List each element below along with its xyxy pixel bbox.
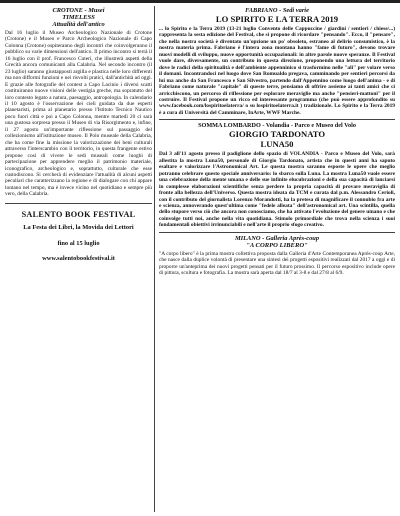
column-divider xyxy=(154,6,155,512)
festival-tagline: La Festa dei Libri, la Movida dei Lettori xyxy=(23,223,134,231)
crotone-header xyxy=(5,7,152,28)
festival-title: SALENTO BOOK FESTIVAL xyxy=(21,209,136,219)
section-label: CROTONE - Musei xyxy=(52,7,105,14)
article-title: "A CORPO LIBERO" xyxy=(246,241,308,249)
article-title: LO SPIRITO E LA TERRA 2019 xyxy=(215,14,339,24)
section-label: FABRIANO - Sedi varie xyxy=(245,7,309,14)
section-divider xyxy=(159,232,395,233)
section-divider xyxy=(159,119,395,120)
fabriano-article-body: ... lo Spirito e la Terra 2019 (13-21 luglio Convento delle Cappuccine / giardini / sentieri / chiese/...) rappresenta la sesta edizione del Festival, che si propone di ricordare "pensando". Ecco, il "pensare", che nella nostra società è diventato un'opzione un po' obsoleto, estraneo al delirio consumistico, è la nostra materia prima. Fabriano è l'intera zona montana hanno "fame di futuro", devono trovare nuovi modelli di sviluppo, nuove opportunità occupazionali: in altre parole nuove speranze. Il Festival vuole dare, diversamente, un contributo in questa direzione, proponendo una lettura del territorio dove le radici della spiritualità e dell'ambiente appenninico si trasformino nelle "ali" per volare verso il domani. Incontrandoci nel luogo dove San Romualdo pregava, camminando per sentieri percorsi da lui ma anche da San Francesco e San Silvestro, partendo dall'Appennino come luogo dell'anima - e di Fabriano come naturale "capitale" di queste terre, pensiamo di offrire assieme ai tanti amici che ci arricchiscono, un percorso di riflessione per esplorare meraviglie ma anche "pensieri-mattoni" per il costruire. Il Festival propone un ricco ed interessante programma (che può essere approfondito su www.facebook.com/lospiritoelaterra/ o su lospiritoelaterra.it ) tradizionale. Lo Spirito e la Terra 2019 è a cura di Università del Camminare, InArte, WWF Marche. xyxy=(159,26,395,116)
section-divider xyxy=(5,203,152,204)
festival-ad xyxy=(5,210,152,262)
article-title: GIORGIO TARDONATO xyxy=(228,129,326,140)
section-label: MILANO - Galleria Après-coup xyxy=(234,234,320,242)
left-column xyxy=(5,6,152,262)
fabriano-header xyxy=(159,7,395,24)
right-column xyxy=(159,6,395,277)
section-label: SOMMA LOMBARDO - Volandia - Parco e Museo del Volo xyxy=(198,122,356,130)
article-subtitle: Attualità dell'antico xyxy=(52,21,105,28)
article-subtitle: LUNA50 xyxy=(260,139,294,150)
volandia-article-body: Dal 3 all'11 agosto presso il padiglione dello spazio di VOLANDIA - Parco e Museo del Volo, sarà allestita la mostra Luna50, personale di Giorgio Tardonato, artista che in questi anni ha saputo esaltare e valorizzare l'Astronomical Art. Le questa mostra saranno esposte le opere che meglio potranno celebrare questo speciale anniversario: lo sbarco sulla Luna. La mostra Luna50 vuole essere una celebrazione della mente umana e delle sue infinite elucubrazioni e della sua capacità di lanciarsi in complesse elaborazioni scientifiche senza perdere la propria capacità di provare meraviglia di fronte alla bellezza dell'Universo. Questa mostra ideata da TCM e curata dal p.m. Alessandro Cerioli, con il contributo del giornalista Lorenzo Morandotti, ha la pretesa di magnificare il connubio fra arte e scienza, annoverando quest'ultima come "fedele alleata" dell'astronomical art. Una scintilla, quella dello stupore verso ciò che ancora non conosciamo, che ha attivato l'evoluzione del genere umano e che coinvolge tutti noi, anche nella vita quotidiana. Stimolo primordiale che trova nella scienza i suoi fondamentali obiettivi irrinunciabili e nell'arte il proprio sfogo creativo. xyxy=(159,151,395,229)
top-rule xyxy=(0,0,400,3)
milano-article-body: "A corpo libero" è la prima mostra collettiva proposta dalla Galleria d'Arte Contemporanea Après-coup Arte, che nasce dalla duplice volontà di presentare una sintesi dei progetti espositivi realizzati dal 2017 a oggi e di proporre un'anteprima dei nuovi progetti pensati per il futuro prossimo. Il percorso espositivo include opere di pittura, scultura e fotografia. La mostra sarà aperta dal 18/7 al 3-8 e dal 27/8 al 6/9. xyxy=(159,250,395,277)
milano-header xyxy=(159,235,395,249)
festival-dates: fino al 15 luglio xyxy=(57,239,100,247)
volandia-header xyxy=(159,122,395,149)
article-title: TIMELESS xyxy=(62,14,95,21)
festival-website: www.salentobookfestival.it xyxy=(42,254,115,262)
crotone-article-body: Dal 16 luglio il Museo Archeologico Nazionale di Crotone (Crotone) e il Museo e Parco Archeologico Nazionale di Capo Colonna (Crotone) ospiteranno degli incontri che coinvolgeranno il pubblico su varie dimensioni dell'antico. Il primo incontro si terrà il 16 luglio con il prof. Francesco Cuteri, che illustrerà aspetti della Grecità ancora comunicanti alla Calabria. Nel secondo incontro (il 23 luglio) saranno giustapposti argilla e plastica nelle loro differenti ma non difformi funzioni e nei risvolti pratici, dall'antichità ad oggi. E grazie alle fotografie del contest a Capo Lacinio i diversi scatti costituiranno nuove visioni delle vestigia greche, ma sopratutto del loro contesto legato a natura, paesaggio, antropologia. In calendario il 10 agosto è l'osservazione dei cieli guidata da due esperti planetaristi, prima al planetario presso l'Istituto Tecnico Nautico poco fuori città e poi a Capo Colonna, mentre martedì 20 ci sarà una gustosa sorpresa presso il Museo di via Risorgimento e, infine, il 27 agosto un'importante riflessione sul passaggio del collezionismo all'istituzione museo. Il Polo museale della Calabria, che ha come fine la missione la valorizzazione dei beni culturali attraverso l'interscambio con il territorio, in questa frangente estivo propone così di vivere le sedi museali come luoghi di partecipazione per apprendere meglio il patrimonio materiale, iconografico, archeologico e, soprattutto, culturale che esse custodiscono. Si cercherà di evidenziare l'attualità di alcuni aspetti peculiari che caratterizzano la regione e di dialogare con chi appare lontano nel tempo, ma è invece vicino nel quotidiano e sempre più vero, della Calabria. xyxy=(5,30,152,198)
